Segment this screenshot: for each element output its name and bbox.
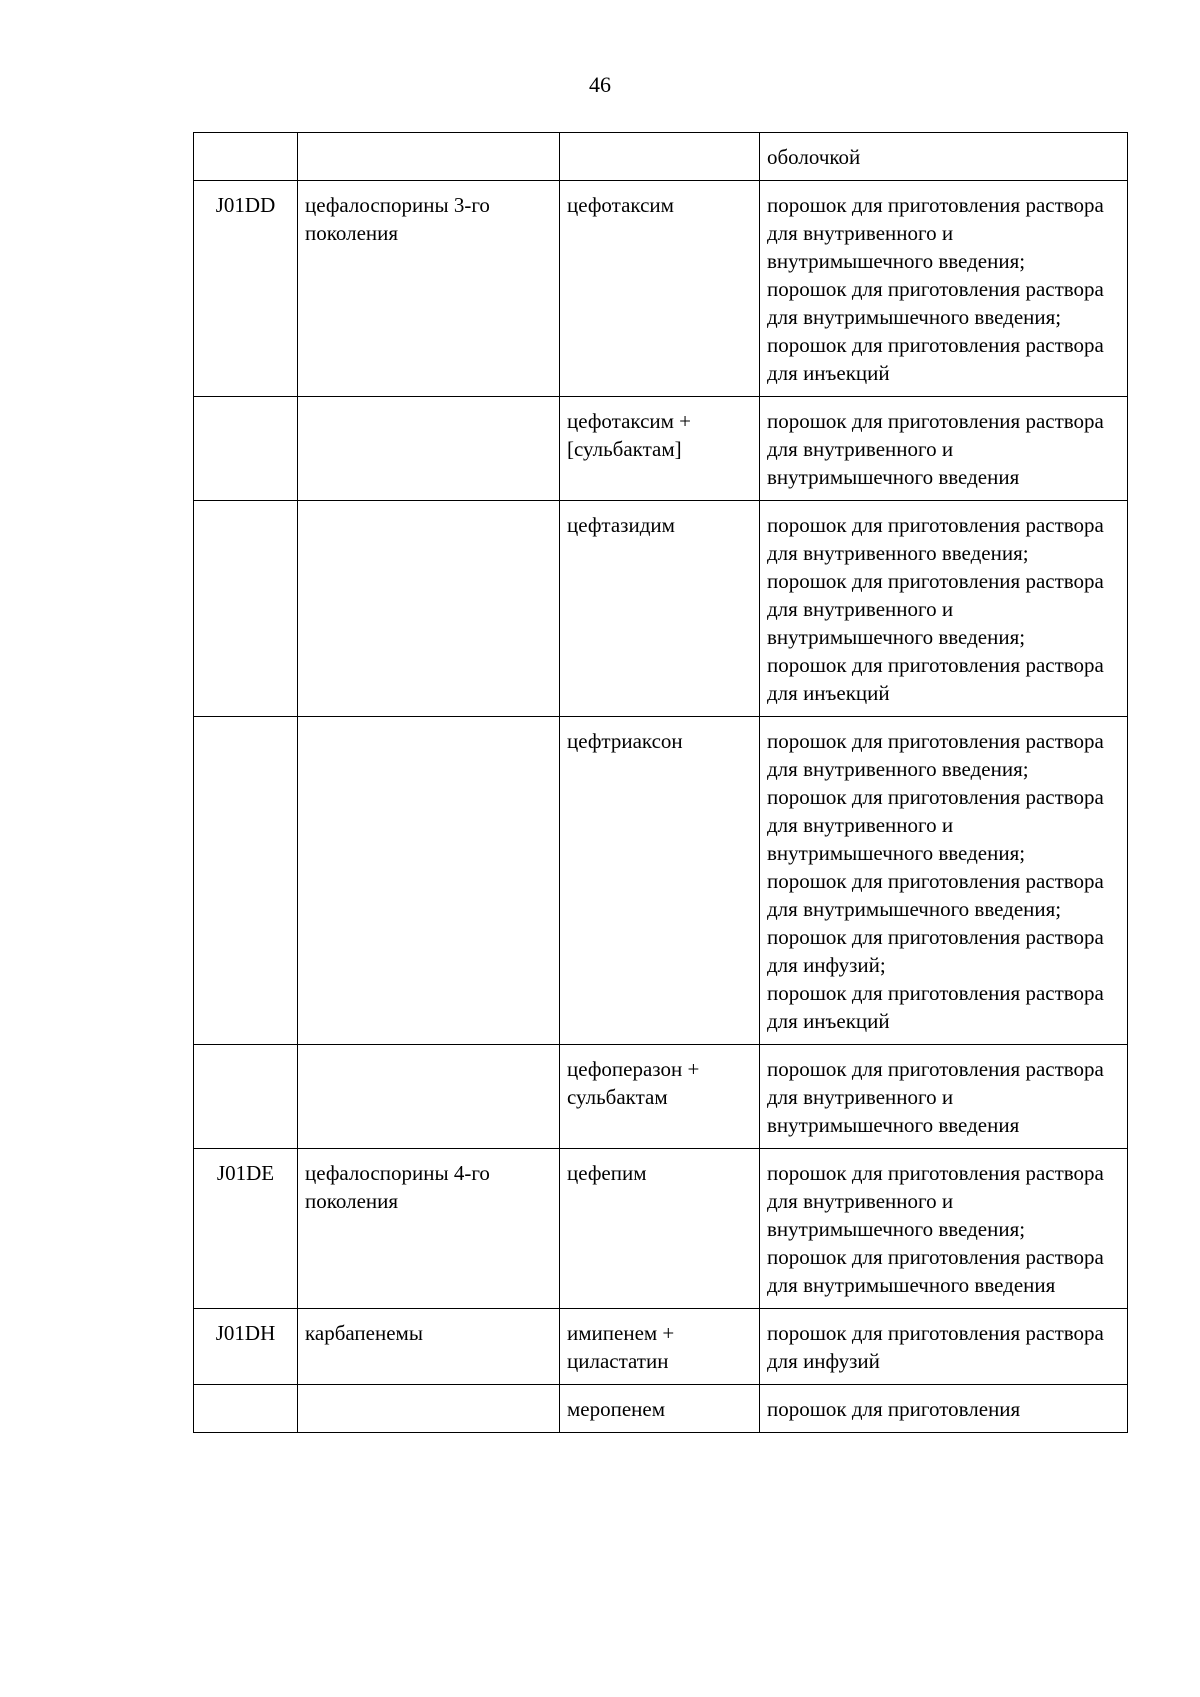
dosage-form-cell: порошок для приготовления раствора для внутривенного и внутримышечного введения; порошок для приготовления раствора для внутримышечного введения; порошок для приготовления раствора для инъекций [760, 181, 1128, 397]
table-row [194, 1149, 1128, 1309]
table-row [194, 501, 1128, 717]
group-cell [298, 397, 560, 501]
drug-cell: цефепим [560, 1149, 760, 1309]
drug-cell: цефотаксим + [сульбактам] [560, 397, 760, 501]
table-row [194, 181, 1128, 397]
group-cell: карбапенемы [298, 1309, 560, 1385]
group-cell [298, 717, 560, 1045]
group-cell: цефалоспорины 3-го поколения [298, 181, 560, 397]
atc-code-cell: J01DE [194, 1149, 298, 1309]
drug-cell [560, 133, 760, 181]
atc-code-cell [194, 397, 298, 501]
dosage-form-cell: порошок для приготовления раствора для внутривенного и внутримышечного введения [760, 397, 1128, 501]
dosage-form-cell: оболочкой [760, 133, 1128, 181]
atc-code-cell [194, 501, 298, 717]
atc-code-cell [194, 717, 298, 1045]
atc-code-cell [194, 1045, 298, 1149]
atc-code-cell [194, 1385, 298, 1433]
dosage-form-cell: порошок для приготовления раствора для внутривенного и внутримышечного введения [760, 1045, 1128, 1149]
atc-code-cell [194, 133, 298, 181]
dosage-form-cell: порошок для приготовления [760, 1385, 1128, 1433]
atc-code-cell: J01DD [194, 181, 298, 397]
drug-cell: цефтазидим [560, 501, 760, 717]
drug-table [193, 132, 1128, 1433]
table-row [194, 397, 1128, 501]
drug-cell: цефтриаксон [560, 717, 760, 1045]
table-row [194, 133, 1128, 181]
dosage-form-cell: порошок для приготовления раствора для внутривенного введения; порошок для приготовления раствора для внутривенного и внутримышечного введения; порошок для приготовления раствора для внутримышечного введения; порошок для приготовления раствора для инфузий; порошок для приготовления раствора для инъекций [760, 717, 1128, 1045]
group-cell [298, 1045, 560, 1149]
group-cell [298, 133, 560, 181]
dosage-form-cell: порошок для приготовления раствора для внутривенного и внутримышечного введения; порошок для приготовления раствора для внутримышечного введения [760, 1149, 1128, 1309]
drug-cell: меропенем [560, 1385, 760, 1433]
table-row [194, 717, 1128, 1045]
table-row [194, 1385, 1128, 1433]
group-cell [298, 501, 560, 717]
group-cell: цефалоспорины 4-го поколения [298, 1149, 560, 1309]
drug-cell: цефоперазон + сульбактам [560, 1045, 760, 1149]
group-cell [298, 1385, 560, 1433]
table-row [194, 1045, 1128, 1149]
drug-cell: имипенем + циластатин [560, 1309, 760, 1385]
dosage-form-cell: порошок для приготовления раствора для инфузий [760, 1309, 1128, 1385]
table-row [194, 1309, 1128, 1385]
atc-code-cell: J01DH [194, 1309, 298, 1385]
drug-cell: цефотаксим [560, 181, 760, 397]
page-number: 46 [589, 72, 611, 97]
dosage-form-cell: порошок для приготовления раствора для внутривенного введения; порошок для приготовления раствора для внутривенного и внутримышечного введения; порошок для приготовления раствора для инъекций [760, 501, 1128, 717]
